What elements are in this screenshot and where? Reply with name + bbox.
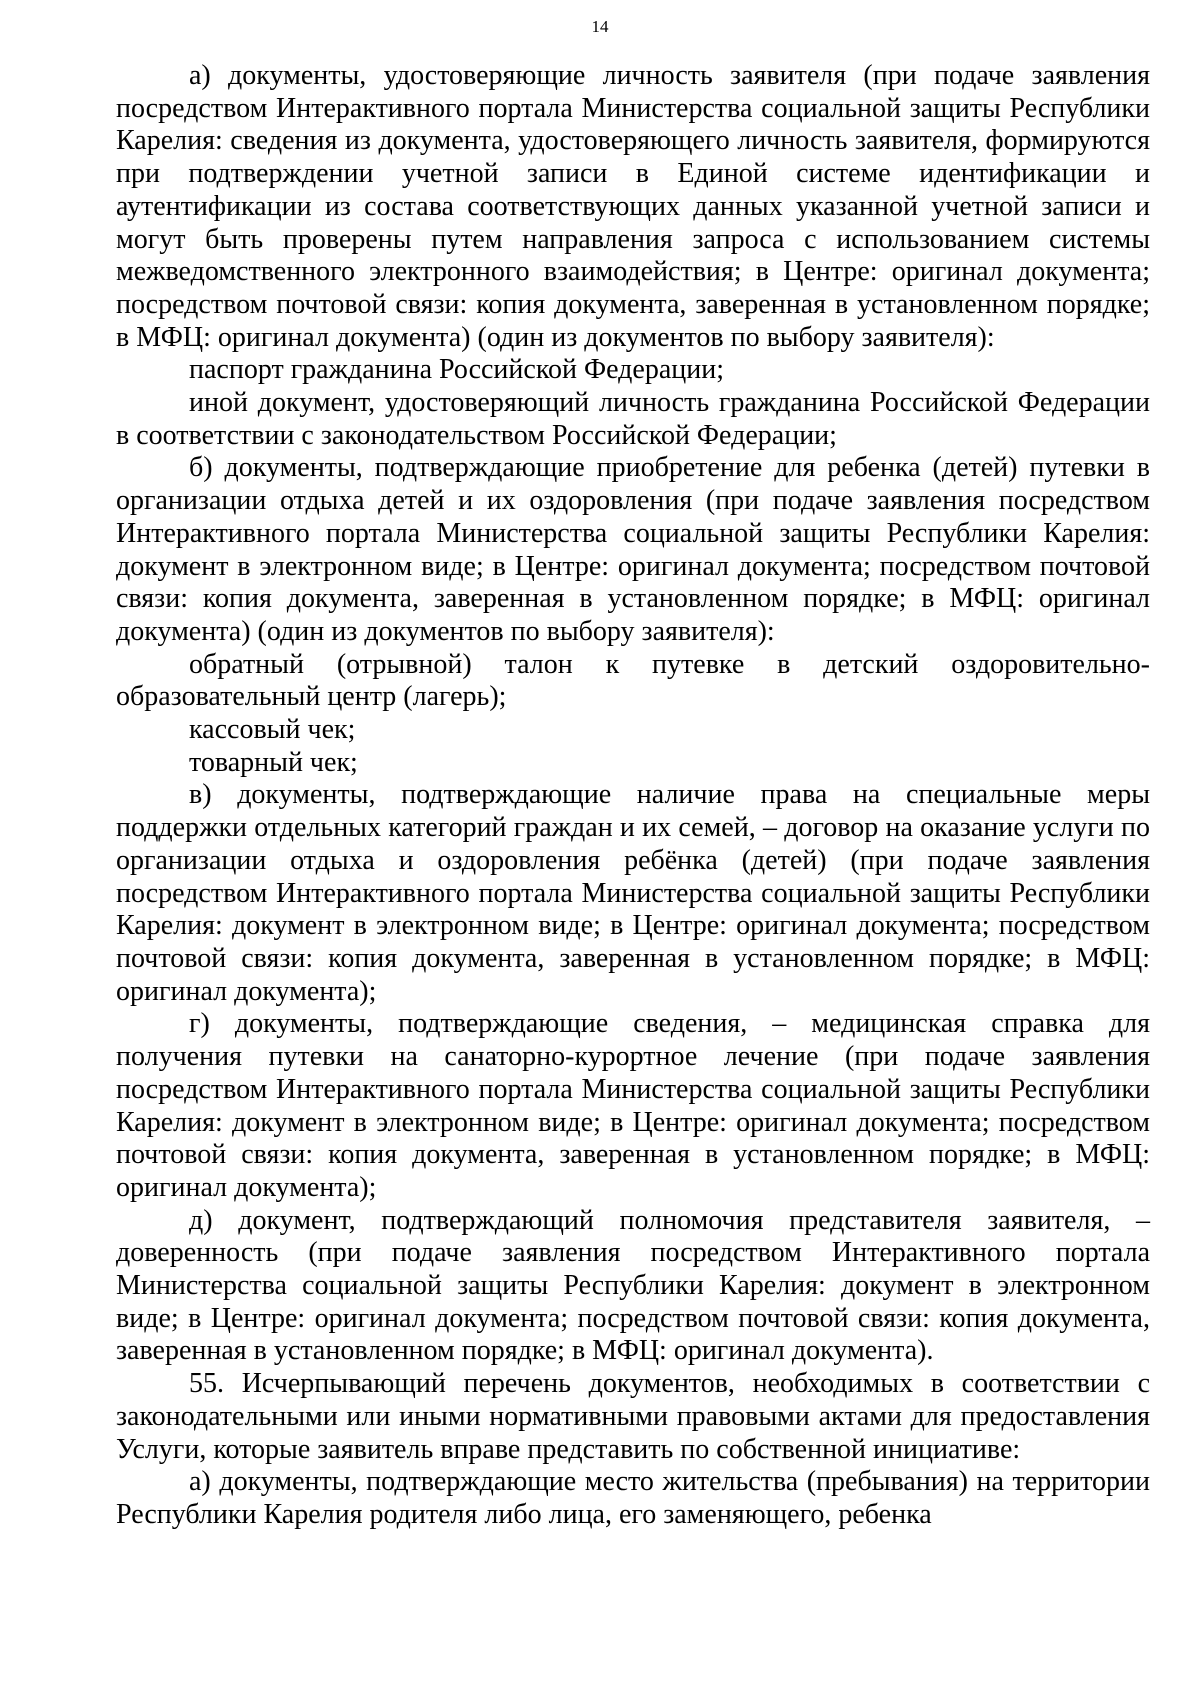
- paragraph-55-document-list: 55. Исчерпывающий перечень документов, необходимых в соответствии с законодательными или иными нормативными правовыми актами для предоставления Услуги, которые заявитель вправе представить по собственной инициативе:: [116, 1368, 1150, 1465]
- paragraph-a-identity-documents: а) документы, удостоверяющие личность заявителя (при подаче заявления посредством Интерактивного портала Министерства социальной защиты Республики Карелия: сведения из документа, удостоверяющего личность заявителя, формируются при подтверждении учетной записи в Единой системе идентификации и аутентификации из состава соответствующих данных указанной учетной записи и могут быть проверены путем направления запроса с использованием системы межведомственного электронного взаимодействия; в Центре: оригинал документа; посредством почтовой связи: копия документа, заверенная в установленном порядке; в МФЦ: оригинал документа) (один из документов по выбору заявителя):: [116, 60, 1150, 353]
- paragraph-b-voucher-documents: б) документы, подтверждающие приобретение для ребенка (детей) путевки в организации отдыха детей и их оздоровления (при подаче заявления посредством Интерактивного портала Министерства социальной защиты Республики Карелия: документ в электронном виде; в Центре: оригинал документа; посредством почтовой связи: копия документа, заверенная в установленном порядке; в МФЦ: оригинал документа) (один из документов по выбору заявителя):: [116, 452, 1150, 647]
- page-number: 14: [591, 17, 609, 36]
- paragraph-v-special-support: в) документы, подтверждающие наличие права на специальные меры поддержки отдельных категорий граждан и их семей, – договор на оказание услуги по организации отдыха и оздоровления ребёнка (детей) (при подаче заявления посредством Интерактивного портала Министерства социальной защиты Республики Карелия: документ в электронном виде; в Центре: оригинал документа; посредством почтовой связи: копия документа, заверенная в установленном порядке; в МФЦ: оригинал документа);: [116, 779, 1150, 1007]
- paragraph-return-coupon: обратный (отрывной) талон к путевке в детский оздоровительно-образовательный центр (лагерь);: [116, 648, 1150, 713]
- paragraph-g-medical-certificate: г) документы, подтверждающие сведения, – медицинская справка для получения путевки на санаторно-курортное лечение (при подаче заявления посредством Интерактивного портала Министерства социальной защиты Республики Карелия: документ в электронном виде; в Центре: оригинал документа; посредством почтовой связи: копия документа, заверенная в установленном порядке; в МФЦ: оригинал документа);: [116, 1008, 1150, 1203]
- paragraph-a-residence-documents: а) документы, подтверждающие место жительства (пребывания) на территории Республики Карелия родителя либо лица, его заменяющего, ребенка: [116, 1466, 1150, 1530]
- paragraph-d-power-of-attorney: д) документ, подтверждающий полномочия представителя заявителя, – доверенность (при подаче заявления посредством Интерактивного портала Министерства социальной защиты Республики Карелия: документ в электронном виде; в Центре: оригинал документа; посредством почтовой связи: копия документа, заверенная в установленном порядке; в МФЦ: оригинал документа).: [116, 1204, 1150, 1367]
- paragraph-other-identity-document: иной документ, удостоверяющий личность гражданина Российской Федерации в соответствии с законодательством Российской Федерации;: [116, 387, 1150, 451]
- document-body: [116, 60, 1150, 1532]
- paragraph-passport: паспорт гражданина Российской Федерации;: [189, 354, 725, 386]
- paragraph-sales-receipt: товарный чек;: [189, 746, 358, 778]
- paragraph-cash-receipt: кассовый чек;: [189, 714, 356, 746]
